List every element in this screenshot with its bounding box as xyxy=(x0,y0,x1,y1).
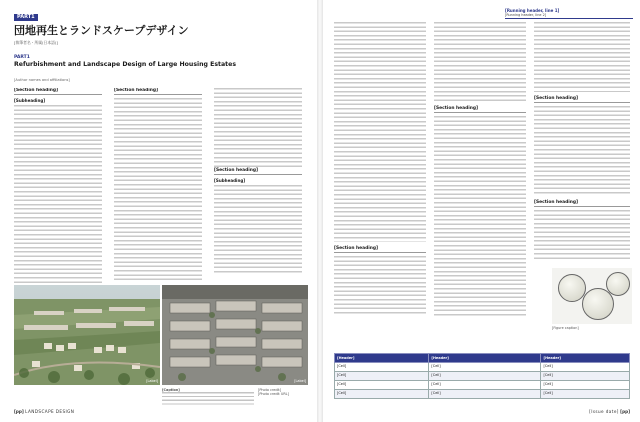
right-page xyxy=(320,0,640,422)
section-heading: [Section heading] xyxy=(334,246,426,253)
body-text-lines xyxy=(434,116,526,316)
magazine-name: LANDSCAPE DESIGN xyxy=(25,409,75,414)
table-cell: [Cell] xyxy=(429,390,541,399)
aerial-photo-1 xyxy=(14,285,160,385)
caption-text-lines xyxy=(162,392,254,407)
body-text-lines xyxy=(434,22,526,102)
body-column-2 xyxy=(114,88,202,283)
aerial-photo-2-svg xyxy=(162,285,308,385)
part-tag-en: PART1 xyxy=(14,55,30,60)
left-footer xyxy=(14,409,74,414)
table-row xyxy=(335,381,630,390)
photo-credit-block xyxy=(258,388,312,396)
emblem-figure xyxy=(552,268,632,324)
photo-credit-1: [Photo credit] xyxy=(258,388,282,392)
right-body-column-3 xyxy=(534,22,630,267)
body-text-lines xyxy=(14,105,102,283)
table-cell: [Cell] xyxy=(335,381,429,390)
section-heading: [Section heading] xyxy=(534,200,630,207)
body-text-lines xyxy=(534,106,630,196)
author-line-en: [Author names and affiliations] xyxy=(14,78,70,82)
article-title-jp: 団地再生とランドスケープデザイン xyxy=(14,24,189,37)
table-header-cell: [Header] xyxy=(335,354,429,363)
section-heading: [Section heading] xyxy=(214,168,302,175)
section-subheading: [Subheading] xyxy=(14,98,46,103)
body-text-lines xyxy=(214,185,302,275)
running-header-line1: [Running header, line 1] xyxy=(505,8,560,13)
section-heading: [Section heading] xyxy=(114,88,202,95)
body-column-1 xyxy=(14,88,102,283)
body-text-lines xyxy=(334,22,426,242)
table-cell: [Cell] xyxy=(429,372,541,381)
running-header-line2: [Running header, line 2] xyxy=(505,13,547,17)
emblem-medallion xyxy=(606,272,630,296)
body-text-lines xyxy=(534,210,630,260)
body-text-lines xyxy=(334,256,426,316)
section-subheading: [Subheading] xyxy=(214,178,246,183)
right-body-column-2 xyxy=(434,22,526,322)
page-number: [pp] xyxy=(620,409,630,414)
issue-date: [Issue date] xyxy=(589,409,619,414)
table-row xyxy=(335,372,630,381)
spread-gutter xyxy=(317,0,323,422)
table-row xyxy=(335,390,630,399)
table-cell: [Cell] xyxy=(541,390,630,399)
section-heading: [Section heading] xyxy=(434,106,526,113)
author-line-jp: [執筆者名・所属(日本語)] xyxy=(14,40,58,45)
right-body-column-1 xyxy=(334,22,426,322)
header-rule xyxy=(505,18,633,19)
table-row xyxy=(335,363,630,372)
table-header-cell: [Header] xyxy=(541,354,630,363)
section-heading: [Section heading] xyxy=(14,88,102,95)
table-cell: [Cell] xyxy=(335,390,429,399)
figure-caption: [Figure caption] xyxy=(552,326,579,330)
article-title-en: Refurbishment and Landscape Design of Large Housing Estates xyxy=(14,61,237,68)
section-heading: [Section heading] xyxy=(534,96,630,103)
right-footer xyxy=(589,409,630,414)
data-table xyxy=(334,353,630,399)
aerial-photo-1-svg xyxy=(14,285,160,385)
photo-credit-2: [Photo credit URL] xyxy=(258,392,289,397)
table-cell: [Cell] xyxy=(541,363,630,372)
table-cell: [Cell] xyxy=(335,372,429,381)
table-cell: [Cell] xyxy=(541,372,630,381)
table-header-cell: [Header] xyxy=(429,354,541,363)
table-cell: [Cell] xyxy=(541,381,630,390)
table-cell: [Cell] xyxy=(429,363,541,372)
running-header xyxy=(505,8,633,19)
series-tag: PART1 xyxy=(14,14,38,21)
table-header-row xyxy=(335,354,630,363)
body-text-lines xyxy=(114,98,202,283)
aerial-photo-2 xyxy=(162,285,308,385)
body-text-lines xyxy=(214,88,302,168)
photo-label: [Label] xyxy=(294,379,306,383)
body-column-3 xyxy=(214,88,302,283)
table-cell: [Cell] xyxy=(429,381,541,390)
photo-label: [Label] xyxy=(146,379,158,383)
photo-caption xyxy=(162,388,254,407)
table-cell: [Cell] xyxy=(335,363,429,372)
body-text-lines xyxy=(534,22,630,92)
emblem-medallion xyxy=(558,274,586,302)
caption-title: [Caption] xyxy=(162,388,180,392)
page-number: [pp] xyxy=(14,409,24,414)
